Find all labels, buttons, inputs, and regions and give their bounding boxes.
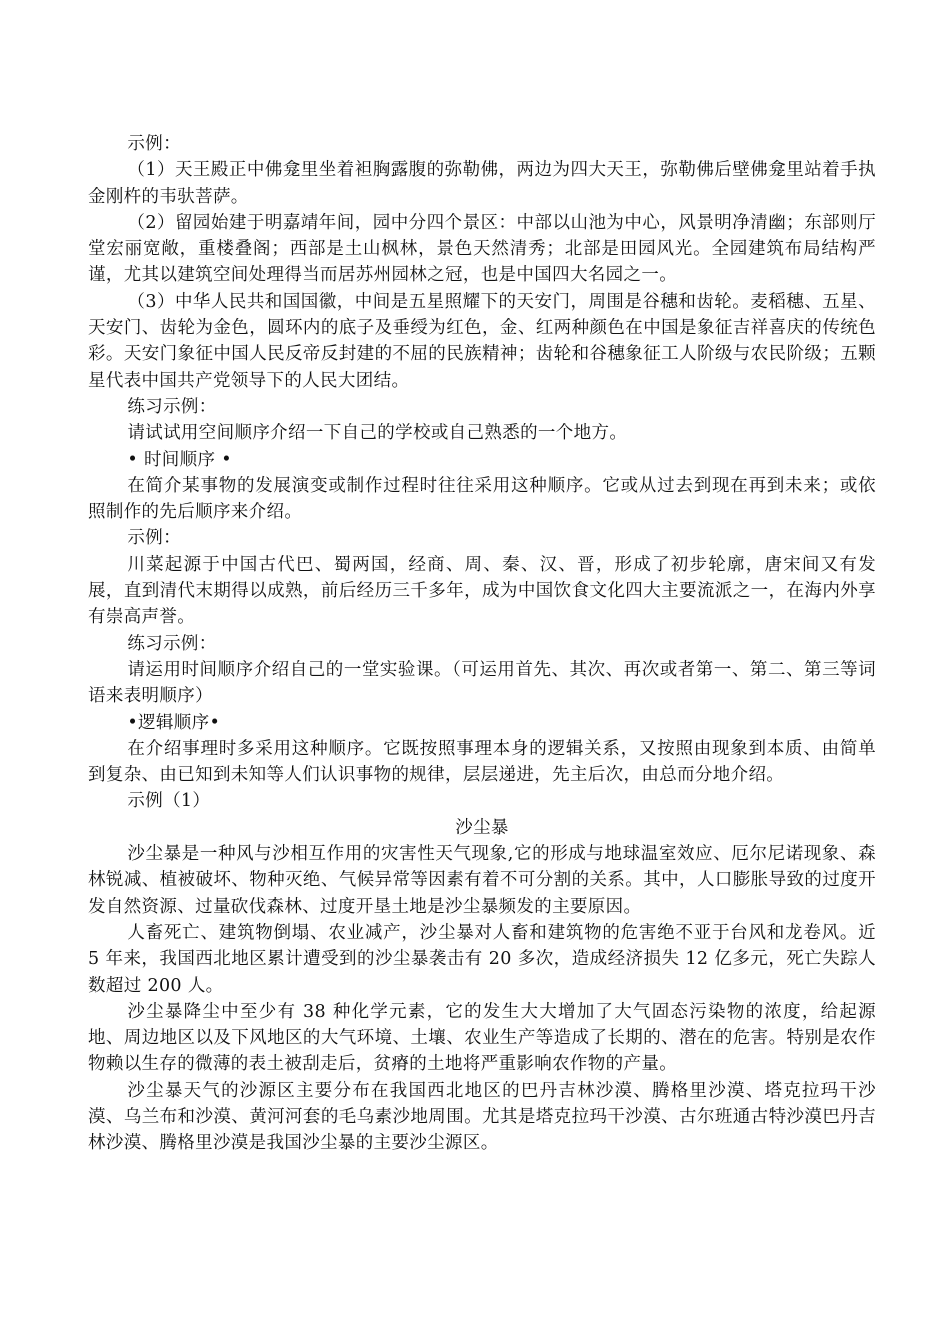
section-heading-time-order: • 时间顺序 •: [127, 449, 232, 470]
paragraph-time-order-intro: 在简介某事物的发展演变或制作过程时往往采用这种顺序。它或从过去到现在再到未来；或依照制作的先后顺序来介绍。: [88, 475, 876, 523]
paragraph-example-1: （1）天王殿正中佛龛里坐着袒胸露腹的弥勒佛，两边为四大天王，弥勒佛后壁佛龛里站着手执金刚杵的韦驮菩萨。: [88, 160, 876, 207]
paragraph-practice-time: 请运用时间顺序介绍自己的一堂实验课。（可运用首先、其次、再次或者第一、第二、第三等词语来表明顺序）: [88, 659, 876, 707]
section-heading-logic-order: •逻辑顺序•: [127, 712, 221, 733]
article-paragraph-2: 人畜死亡、建筑物倒塌、农业减产，沙尘暴对人畜和建筑物的危害绝不亚于台风和龙卷风。近 5 年来，我国西北地区累计遭受到的沙尘暴袭击有 20 多次，造成经济损失 12 亿多元，死亡失踪人数超过 200 人。: [88, 922, 876, 996]
paragraph-practice-label: 练习示例：: [127, 396, 217, 417]
paragraph-sichuan-cuisine: 川菜起源于中国古代巴、蜀两国，经商、周、秦、汉、晋，形成了初步轮廓，唐宋间又有发展，直到清代末期得以成熟，前后经历三千多年，成为中国饮食文化四大主要流派之一，在海内外享有崇高声誉。: [88, 554, 876, 628]
article-paragraph-3: 沙尘暴降尘中至少有 38 种化学元素，它的发生大大增加了大气固态污染物的浓度，给起源地、周边地区以及下风地区的大气环境、土壤、农业生产等造成了长期的、潜在的危害。特别是农作物赖以生存的微薄的表土被刮走后，贫瘠的土地将严重影响农作物的产量。: [88, 1001, 876, 1075]
article-paragraph-1: 沙尘暴是一种风与沙相互作用的灾害性天气现象,它的形成与地球温室效应、厄尔尼诺现象、森林锐减、植被破坏、物种灭绝、气候异常等因素有着不可分割的关系。其中，人口膨胀导致的过度开发自然资源、过量砍伐森林、过度开垦土地是沙尘暴频发的主要原因。: [88, 844, 876, 917]
paragraph-example-2: （2）留园始建于明嘉靖年间，园中分四个景区：中部以山池为中心，风景明净清幽；东部则厅堂宏丽宽敞，重楼叠阁；西部是土山枫林，景色天然清秀；北部是田园风光。全园建筑布局结构严谨，尤其以建筑空间处理得当而居苏州园林之冠，也是中国四大名园之一。: [88, 212, 876, 286]
paragraph-practice-space: 请试试用空间顺序介绍一下自己的学校或自己熟悉的一个地方。: [127, 423, 628, 444]
paragraph-example-3: （3）中华人民共和国国徽，中间是五星照耀下的天安门，周围是谷穗和齿轮。麦稻穗、五星、天安门、齿轮为金色，圆环内的底子及垂绶为红色，金、红两种颜色在中国是象征吉祥喜庆的传统色彩。天安门象征中国人民反帝反封建的不屈的民族精神；齿轮和谷穗象征工人阶级与农民阶级；五颗星代表中国共产党领导下的人民大团结。: [88, 291, 876, 391]
article-title: 沙尘暴: [455, 817, 509, 838]
article-paragraph-4: 沙尘暴天气的沙源区主要分布在我国西北地区的巴丹吉林沙漠、腾格里沙漠、塔克拉玛干沙漠、乌兰布和沙漠、黄河河套的毛乌素沙地周围。尤其是塔克拉玛干沙漠、古尔班通古特沙漠巴丹吉林沙漠、腾格里沙漠是我国沙尘暴的主要沙尘源区。: [88, 1080, 876, 1154]
paragraph-example-label: 示例：: [127, 134, 181, 154]
paragraph-logic-order-intro: 在介绍事理时多采用这种顺序。它既按照事理本身的逻辑关系，又按照由现象到本质、由简单到复杂、由已知到未知等人们认识事物的规律，层层递进，先主后次，由总而分地介绍。: [88, 738, 876, 786]
paragraph-example-label-3: 示例（1）: [127, 791, 211, 812]
document-page: [88, 131, 876, 1157]
paragraph-example-label-2: 示例：: [127, 528, 181, 549]
paragraph-practice-label-2: 练习示例：: [127, 633, 217, 654]
